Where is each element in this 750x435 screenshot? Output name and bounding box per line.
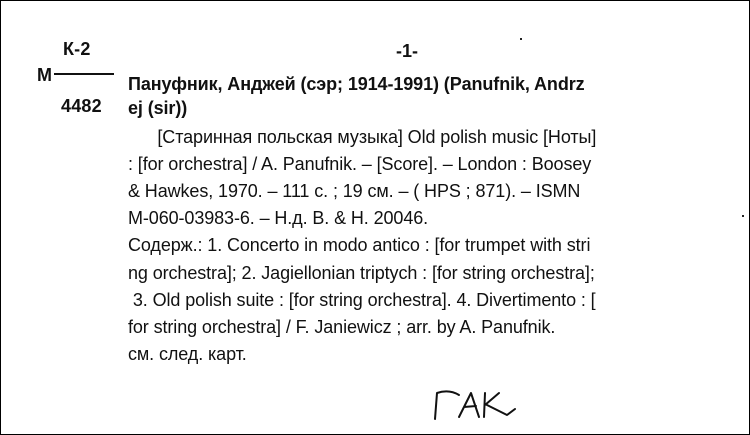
call-number-m-letter: М: [37, 65, 53, 85]
call-number-k: К-2: [63, 39, 91, 59]
body-line-3: & Hawkes, 1970. – 111 с. ; 19 см. – ( HPS ; 871). – ISMN: [128, 181, 581, 201]
body-line-7: 3. Old polish suite : [for string orchestra]. 4. Divertimento : [: [128, 290, 596, 310]
call-number-m: [37, 65, 114, 86]
body-line-2: : [for orchestra] / A. Panufnik. – [Score]. – London : Boosey: [128, 154, 592, 174]
body-line-6: ng orchestra]; 2. Jagiellonian triptych : [for string orchestra];: [128, 263, 595, 283]
ink-speck: [742, 215, 744, 217]
body-line-9: см. след. карт.: [128, 344, 247, 364]
body-line-8: for string orchestra] / F. Janiewicz ; arr. by A. Panufnik.: [128, 317, 556, 337]
heading-line-1: Пануфник, Анджей (сэр; 1914-1991) (Panufnik, Andrz: [128, 74, 585, 94]
ink-speck: [520, 38, 522, 40]
page-number: -1-: [396, 41, 418, 61]
handwritten-signature: [429, 383, 519, 423]
call-number-dash: [54, 73, 114, 75]
call-number-n: 4482: [61, 96, 102, 116]
body-line-4: M-060-03983-6. – Н.д. B. & H. 20046.: [128, 208, 429, 228]
body-line-1: [Старинная польская музыка] Old polish music [Ноты]: [128, 127, 597, 147]
body-line-5: Содерж.: 1. Concerto in modo antico : [for trumpet with stri: [128, 235, 591, 255]
heading-line-2: ej (sir)): [128, 98, 188, 118]
